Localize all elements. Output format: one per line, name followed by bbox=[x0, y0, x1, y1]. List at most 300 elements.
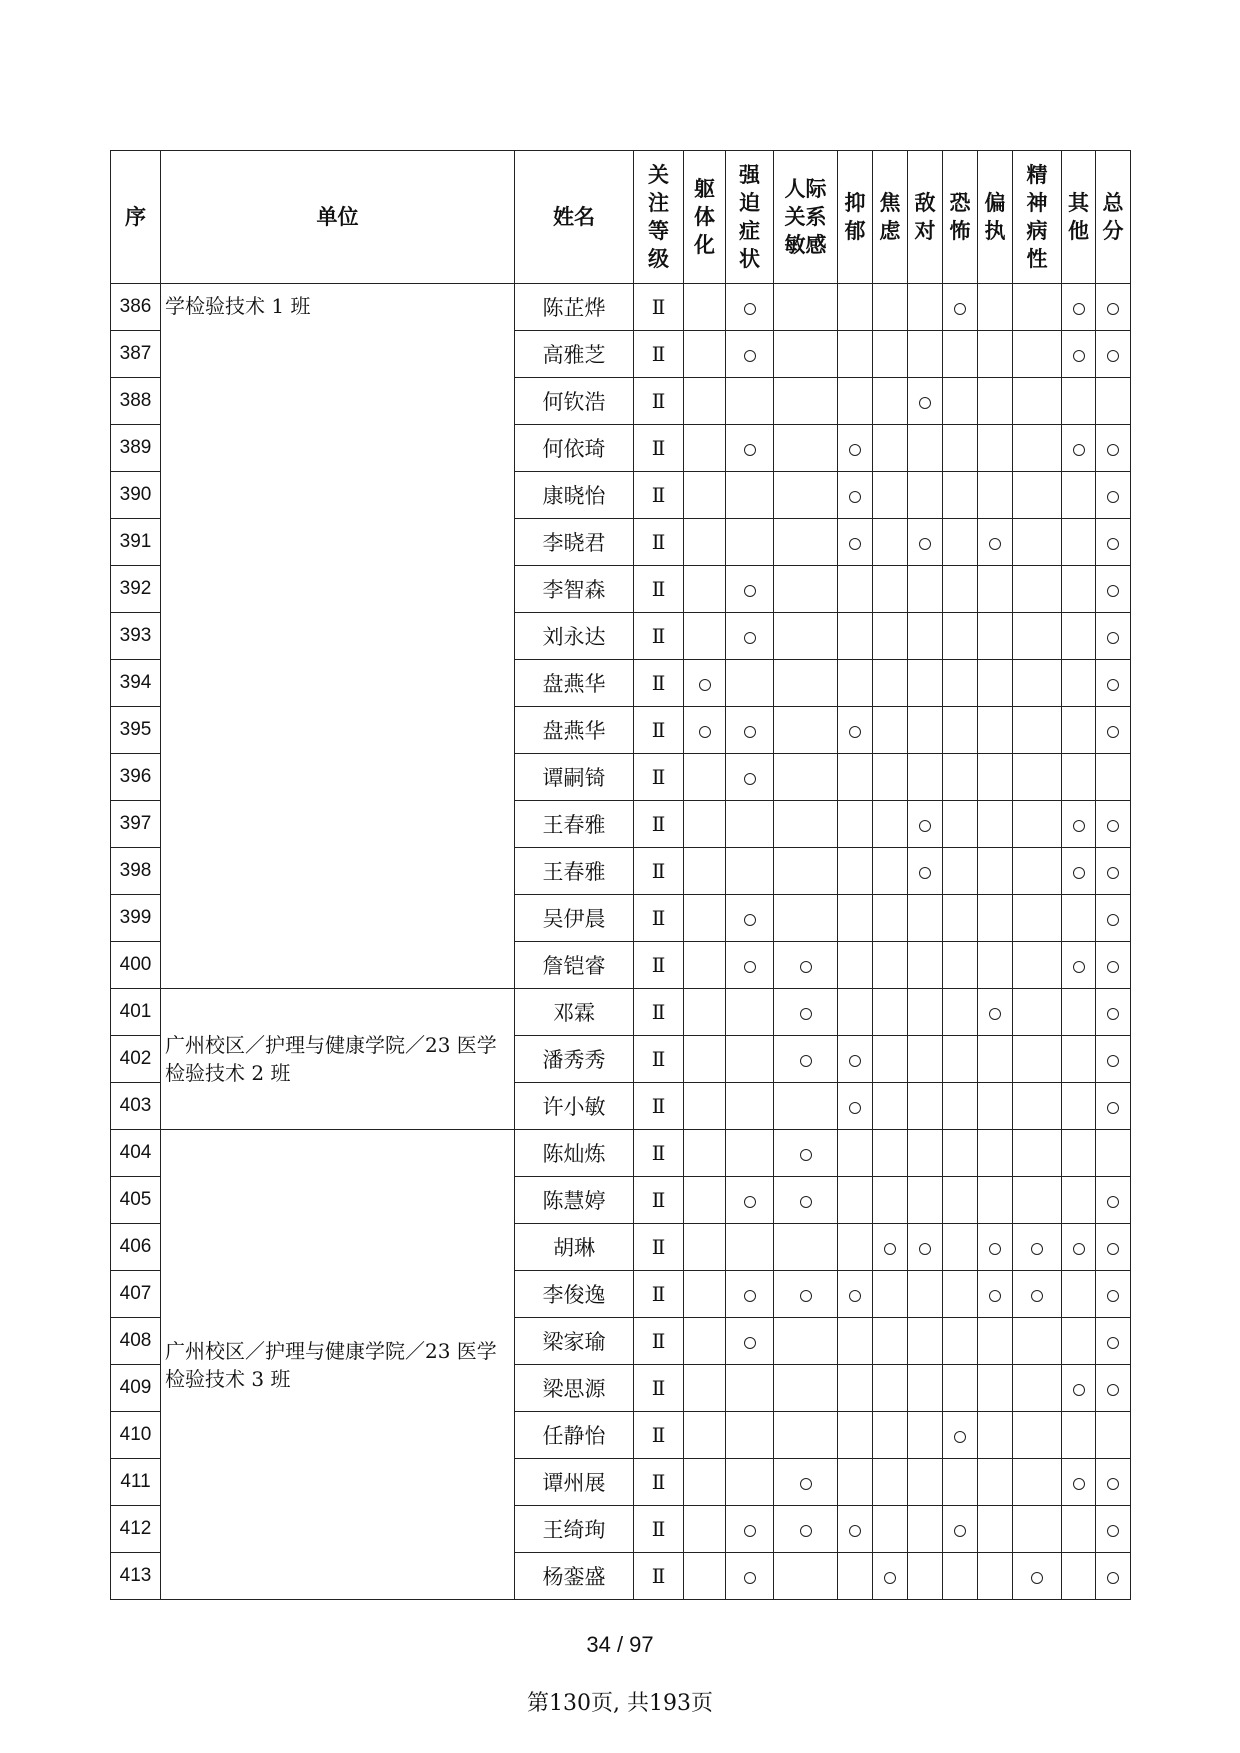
mark-cell bbox=[838, 848, 873, 895]
circle-mark-icon bbox=[1073, 1243, 1085, 1255]
mark-cell bbox=[684, 1271, 726, 1318]
mark-cell bbox=[684, 519, 726, 566]
mark-cell bbox=[943, 707, 978, 754]
circle-mark-icon bbox=[1107, 820, 1119, 832]
header-symptom-line: 关系 bbox=[784, 205, 827, 229]
circle-mark-icon bbox=[699, 679, 711, 691]
mark-cell bbox=[1062, 378, 1096, 425]
mark-cell bbox=[684, 1318, 726, 1365]
mark-cell bbox=[1013, 660, 1062, 707]
mark-cell bbox=[838, 1224, 873, 1271]
name-cell: 梁家瑜 bbox=[515, 1318, 634, 1365]
mark-cell bbox=[726, 942, 774, 989]
header-symptom-5 bbox=[873, 151, 908, 284]
mark-cell bbox=[726, 1083, 774, 1130]
seq-cell: 394 bbox=[111, 660, 161, 707]
circle-mark-icon bbox=[744, 961, 756, 973]
header-symptom-line: 他 bbox=[1068, 219, 1089, 243]
circle-mark-icon bbox=[849, 491, 861, 503]
mark-cell bbox=[943, 1036, 978, 1083]
mark-cell bbox=[943, 989, 978, 1036]
mark-cell bbox=[838, 566, 873, 613]
mark-cell bbox=[978, 425, 1013, 472]
mark-cell bbox=[838, 1412, 873, 1459]
mark-cell bbox=[908, 472, 943, 519]
mark-cell bbox=[1062, 1506, 1096, 1553]
mark-cell bbox=[726, 1271, 774, 1318]
circle-mark-icon bbox=[1107, 350, 1119, 362]
level-cell: Ⅱ bbox=[634, 1553, 684, 1600]
circle-mark-icon bbox=[849, 1055, 861, 1067]
mark-cell bbox=[943, 1083, 978, 1130]
mark-cell bbox=[978, 566, 1013, 613]
seq-cell: 403 bbox=[111, 1083, 161, 1130]
seq-cell: 411 bbox=[111, 1459, 161, 1506]
circle-mark-icon bbox=[1073, 303, 1085, 315]
mark-cell bbox=[1013, 1224, 1062, 1271]
mark-cell bbox=[908, 1318, 943, 1365]
name-cell: 何依琦 bbox=[515, 425, 634, 472]
mark-cell bbox=[726, 754, 774, 801]
mark-cell bbox=[1062, 707, 1096, 754]
mark-cell bbox=[908, 613, 943, 660]
mark-cell bbox=[774, 1083, 838, 1130]
circle-mark-icon bbox=[989, 1290, 1001, 1302]
mark-cell bbox=[908, 848, 943, 895]
mark-cell bbox=[1096, 331, 1131, 378]
mark-cell bbox=[838, 707, 873, 754]
mark-cell bbox=[1013, 754, 1062, 801]
mark-cell bbox=[908, 1412, 943, 1459]
mark-cell bbox=[1096, 284, 1131, 331]
mark-cell bbox=[684, 472, 726, 519]
mark-cell bbox=[774, 613, 838, 660]
mark-cell bbox=[726, 1459, 774, 1506]
page-number: 34 / 97 bbox=[586, 1632, 654, 1657]
mark-cell bbox=[838, 378, 873, 425]
header-symptom-line: 化 bbox=[694, 233, 715, 257]
level-cell: Ⅱ bbox=[634, 895, 684, 942]
mark-cell bbox=[774, 754, 838, 801]
mark-cell bbox=[873, 1553, 908, 1600]
mark-cell bbox=[1062, 1271, 1096, 1318]
mark-cell bbox=[774, 472, 838, 519]
circle-mark-icon bbox=[744, 303, 756, 315]
name-cell: 康晓怡 bbox=[515, 472, 634, 519]
mark-cell bbox=[978, 848, 1013, 895]
level-cell: Ⅱ bbox=[634, 1271, 684, 1318]
circle-mark-icon bbox=[1107, 1337, 1119, 1349]
circle-mark-icon bbox=[744, 1290, 756, 1302]
header-symptom-line: 注 bbox=[648, 191, 669, 215]
header-symptom-line: 躯 bbox=[694, 177, 715, 201]
header-unit: 单位 bbox=[161, 151, 515, 284]
circle-mark-icon bbox=[1107, 1102, 1119, 1114]
mark-cell bbox=[943, 284, 978, 331]
mark-cell bbox=[1062, 1130, 1096, 1177]
mark-cell bbox=[684, 1083, 726, 1130]
circle-mark-icon bbox=[884, 1243, 896, 1255]
mark-cell bbox=[1096, 707, 1131, 754]
circle-mark-icon bbox=[1107, 632, 1119, 644]
seq-cell: 387 bbox=[111, 331, 161, 378]
mark-cell bbox=[1062, 1553, 1096, 1600]
unit-cell: 学检验技术 1 班 bbox=[161, 284, 515, 989]
circle-mark-icon bbox=[800, 1008, 812, 1020]
mark-cell bbox=[1062, 1083, 1096, 1130]
mark-cell bbox=[908, 1271, 943, 1318]
level-cell: Ⅱ bbox=[634, 1130, 684, 1177]
mark-cell bbox=[684, 613, 726, 660]
mark-cell bbox=[1062, 660, 1096, 707]
mark-cell bbox=[774, 1224, 838, 1271]
mark-cell bbox=[943, 1459, 978, 1506]
circle-mark-icon bbox=[800, 1055, 812, 1067]
circle-mark-icon bbox=[849, 538, 861, 550]
name-cell: 盘燕华 bbox=[515, 660, 634, 707]
header-symptom-line: 级 bbox=[648, 247, 669, 271]
mark-cell bbox=[978, 1365, 1013, 1412]
mark-cell bbox=[726, 801, 774, 848]
mark-cell bbox=[726, 895, 774, 942]
mark-cell bbox=[726, 1224, 774, 1271]
header-symptom-line: 状 bbox=[739, 247, 760, 271]
mark-cell bbox=[1062, 1412, 1096, 1459]
circle-mark-icon bbox=[849, 1525, 861, 1537]
mark-cell bbox=[873, 801, 908, 848]
mark-cell bbox=[873, 1083, 908, 1130]
level-cell: Ⅱ bbox=[634, 1506, 684, 1553]
mark-cell bbox=[838, 1506, 873, 1553]
mark-cell bbox=[1062, 801, 1096, 848]
seq-cell: 397 bbox=[111, 801, 161, 848]
mark-cell bbox=[1013, 942, 1062, 989]
circle-mark-icon bbox=[744, 632, 756, 644]
header-symptom-7 bbox=[943, 151, 978, 284]
name-cell: 邓霖 bbox=[515, 989, 634, 1036]
name-cell: 陈灿炼 bbox=[515, 1130, 634, 1177]
header-symptom-line: 敌 bbox=[914, 191, 936, 215]
level-cell: Ⅱ bbox=[634, 425, 684, 472]
mark-cell bbox=[774, 801, 838, 848]
seq-cell: 412 bbox=[111, 1506, 161, 1553]
circle-mark-icon bbox=[1107, 679, 1119, 691]
circle-mark-icon bbox=[1073, 1478, 1085, 1490]
mark-cell bbox=[684, 1130, 726, 1177]
name-cell: 王绮珣 bbox=[515, 1506, 634, 1553]
mark-cell bbox=[873, 1459, 908, 1506]
mark-cell bbox=[774, 942, 838, 989]
mark-cell bbox=[1013, 1271, 1062, 1318]
name-cell: 梁思源 bbox=[515, 1365, 634, 1412]
mark-cell bbox=[684, 1177, 726, 1224]
circle-mark-icon bbox=[800, 1149, 812, 1161]
circle-mark-icon bbox=[954, 1431, 966, 1443]
mark-cell bbox=[1013, 1318, 1062, 1365]
mark-cell bbox=[943, 425, 978, 472]
name-cell: 詹铠睿 bbox=[515, 942, 634, 989]
mark-cell bbox=[908, 1036, 943, 1083]
mark-cell bbox=[1096, 1318, 1131, 1365]
circle-mark-icon bbox=[744, 726, 756, 738]
seq-cell: 409 bbox=[111, 1365, 161, 1412]
circle-mark-icon bbox=[849, 726, 861, 738]
seq-cell: 406 bbox=[111, 1224, 161, 1271]
seq-cell: 407 bbox=[111, 1271, 161, 1318]
mark-cell bbox=[1062, 1224, 1096, 1271]
mark-cell bbox=[873, 284, 908, 331]
name-cell: 胡琳 bbox=[515, 1224, 634, 1271]
name-cell: 许小敏 bbox=[515, 1083, 634, 1130]
mark-cell bbox=[1062, 1036, 1096, 1083]
mark-cell bbox=[1062, 895, 1096, 942]
mark-cell bbox=[1013, 425, 1062, 472]
mark-cell bbox=[908, 895, 943, 942]
circle-mark-icon bbox=[1107, 491, 1119, 503]
circle-mark-icon bbox=[744, 1337, 756, 1349]
level-cell: Ⅱ bbox=[634, 1318, 684, 1365]
mark-cell bbox=[774, 566, 838, 613]
mark-cell bbox=[1096, 425, 1131, 472]
mark-cell bbox=[978, 707, 1013, 754]
mark-cell bbox=[684, 942, 726, 989]
header-row bbox=[111, 151, 1131, 284]
mark-cell bbox=[774, 707, 838, 754]
mark-cell bbox=[774, 1553, 838, 1600]
circle-mark-icon bbox=[884, 1572, 896, 1584]
level-cell: Ⅱ bbox=[634, 801, 684, 848]
circle-mark-icon bbox=[744, 914, 756, 926]
name-cell: 谭州展 bbox=[515, 1459, 634, 1506]
mark-cell bbox=[684, 1224, 726, 1271]
mark-cell bbox=[908, 1177, 943, 1224]
circle-mark-icon bbox=[989, 1008, 1001, 1020]
unit-cell: 广州校区／护理与健康学院／23 医学检验技术 3 班 bbox=[161, 1130, 515, 1600]
mark-cell bbox=[1096, 989, 1131, 1036]
mark-cell bbox=[1096, 1224, 1131, 1271]
level-cell: Ⅱ bbox=[634, 707, 684, 754]
circle-mark-icon bbox=[919, 397, 931, 409]
mark-cell bbox=[726, 566, 774, 613]
mark-cell bbox=[774, 331, 838, 378]
name-cell: 李晓君 bbox=[515, 519, 634, 566]
mark-cell bbox=[978, 284, 1013, 331]
mark-cell bbox=[1013, 1130, 1062, 1177]
mark-cell bbox=[908, 989, 943, 1036]
name-cell: 盘燕华 bbox=[515, 707, 634, 754]
header-symptom-line: 焦 bbox=[879, 191, 901, 215]
mark-cell bbox=[873, 895, 908, 942]
seq-cell: 413 bbox=[111, 1553, 161, 1600]
mark-cell bbox=[684, 331, 726, 378]
mark-cell bbox=[873, 472, 908, 519]
seq-cell: 386 bbox=[111, 284, 161, 331]
level-cell: Ⅱ bbox=[634, 1412, 684, 1459]
header-symptom-line: 总 bbox=[1102, 191, 1124, 215]
name-cell: 吴伊晨 bbox=[515, 895, 634, 942]
mark-cell bbox=[774, 378, 838, 425]
header-symptom-line: 症 bbox=[739, 219, 760, 243]
mark-cell bbox=[838, 1083, 873, 1130]
circle-mark-icon bbox=[1073, 444, 1085, 456]
screening-table bbox=[110, 150, 1131, 1600]
mark-cell bbox=[943, 754, 978, 801]
header-symptom-line: 恐 bbox=[949, 191, 971, 215]
mark-cell bbox=[943, 1271, 978, 1318]
name-cell: 王春雅 bbox=[515, 848, 634, 895]
circle-mark-icon bbox=[800, 961, 812, 973]
mark-cell bbox=[684, 989, 726, 1036]
seq-cell: 404 bbox=[111, 1130, 161, 1177]
header-symptom-line: 病 bbox=[1026, 219, 1048, 243]
mark-cell bbox=[726, 519, 774, 566]
mark-cell bbox=[873, 989, 908, 1036]
header-symptom-line: 对 bbox=[914, 219, 936, 243]
seq-cell: 388 bbox=[111, 378, 161, 425]
mark-cell bbox=[838, 942, 873, 989]
mark-cell bbox=[908, 1130, 943, 1177]
mark-cell bbox=[1013, 566, 1062, 613]
mark-cell bbox=[1013, 331, 1062, 378]
mark-cell bbox=[873, 566, 908, 613]
mark-cell bbox=[908, 1224, 943, 1271]
mark-cell bbox=[1013, 1036, 1062, 1083]
header-symptom-line: 敏感 bbox=[784, 233, 827, 257]
mark-cell bbox=[908, 1083, 943, 1130]
mark-cell bbox=[1062, 566, 1096, 613]
mark-cell bbox=[873, 331, 908, 378]
mark-cell bbox=[726, 1506, 774, 1553]
mark-cell bbox=[908, 1553, 943, 1600]
mark-cell bbox=[978, 1412, 1013, 1459]
mark-cell bbox=[684, 1036, 726, 1083]
level-cell: Ⅱ bbox=[634, 660, 684, 707]
mark-cell bbox=[684, 660, 726, 707]
circle-mark-icon bbox=[1107, 585, 1119, 597]
name-cell: 陈芷烨 bbox=[515, 284, 634, 331]
circle-mark-icon bbox=[919, 820, 931, 832]
table-row bbox=[111, 284, 1131, 331]
mark-cell bbox=[1013, 1506, 1062, 1553]
mark-cell bbox=[1013, 1365, 1062, 1412]
mark-cell bbox=[1096, 1459, 1131, 1506]
circle-mark-icon bbox=[1107, 1384, 1119, 1396]
mark-cell bbox=[838, 519, 873, 566]
circle-mark-icon bbox=[1107, 1055, 1119, 1067]
level-cell: Ⅱ bbox=[634, 519, 684, 566]
mark-cell bbox=[908, 284, 943, 331]
name-cell: 刘永达 bbox=[515, 613, 634, 660]
circle-mark-icon bbox=[849, 1290, 861, 1302]
mark-cell bbox=[908, 425, 943, 472]
mark-cell bbox=[1062, 848, 1096, 895]
header-symptom-line: 抑 bbox=[844, 191, 866, 215]
circle-mark-icon bbox=[919, 538, 931, 550]
mark-cell bbox=[726, 848, 774, 895]
circle-mark-icon bbox=[800, 1290, 812, 1302]
mark-cell bbox=[1062, 1365, 1096, 1412]
mark-cell bbox=[774, 895, 838, 942]
circle-mark-icon bbox=[1107, 303, 1119, 315]
circle-mark-icon bbox=[1107, 867, 1119, 879]
mark-cell bbox=[684, 425, 726, 472]
mark-cell bbox=[838, 660, 873, 707]
mark-cell bbox=[873, 1365, 908, 1412]
mark-cell bbox=[978, 1083, 1013, 1130]
circle-mark-icon bbox=[849, 444, 861, 456]
mark-cell bbox=[726, 707, 774, 754]
mark-cell bbox=[908, 1506, 943, 1553]
level-cell: Ⅱ bbox=[634, 566, 684, 613]
level-cell: Ⅱ bbox=[634, 613, 684, 660]
mark-cell bbox=[726, 1553, 774, 1600]
mark-cell bbox=[684, 801, 726, 848]
mark-cell bbox=[726, 989, 774, 1036]
mark-cell bbox=[774, 284, 838, 331]
circle-mark-icon bbox=[744, 350, 756, 362]
mark-cell bbox=[1013, 284, 1062, 331]
header-symptom-line: 郁 bbox=[844, 219, 866, 243]
mark-cell bbox=[943, 613, 978, 660]
mark-cell bbox=[684, 1506, 726, 1553]
mark-cell bbox=[978, 895, 1013, 942]
mark-cell bbox=[1013, 519, 1062, 566]
mark-cell bbox=[1062, 613, 1096, 660]
name-cell: 李俊逸 bbox=[515, 1271, 634, 1318]
mark-cell bbox=[873, 519, 908, 566]
mark-cell bbox=[943, 378, 978, 425]
seq-cell: 393 bbox=[111, 613, 161, 660]
name-cell: 高雅芝 bbox=[515, 331, 634, 378]
mark-cell bbox=[908, 660, 943, 707]
seq-cell: 410 bbox=[111, 1412, 161, 1459]
seq-cell: 405 bbox=[111, 1177, 161, 1224]
mark-cell bbox=[1096, 1553, 1131, 1600]
mark-cell bbox=[1062, 331, 1096, 378]
mark-cell bbox=[943, 566, 978, 613]
circle-mark-icon bbox=[1073, 1384, 1085, 1396]
mark-cell bbox=[978, 989, 1013, 1036]
mark-cell bbox=[838, 1553, 873, 1600]
mark-cell bbox=[1096, 1083, 1131, 1130]
seq-cell: 395 bbox=[111, 707, 161, 754]
mark-cell bbox=[726, 378, 774, 425]
header-symptom-4 bbox=[838, 151, 873, 284]
header-symptom-line: 执 bbox=[984, 219, 1006, 243]
mark-cell bbox=[873, 1036, 908, 1083]
mark-cell bbox=[1096, 1036, 1131, 1083]
mark-cell bbox=[1013, 801, 1062, 848]
mark-cell bbox=[726, 1036, 774, 1083]
mark-cell bbox=[838, 425, 873, 472]
mark-cell bbox=[684, 284, 726, 331]
mark-cell bbox=[774, 1036, 838, 1083]
mark-cell bbox=[726, 660, 774, 707]
level-cell: Ⅱ bbox=[634, 848, 684, 895]
page-total: 第130页, 共193页 bbox=[527, 1691, 713, 1716]
header-symptom-9 bbox=[1013, 151, 1062, 284]
mark-cell bbox=[838, 801, 873, 848]
circle-mark-icon bbox=[1107, 1243, 1119, 1255]
circle-mark-icon bbox=[744, 444, 756, 456]
mark-cell bbox=[873, 1177, 908, 1224]
mark-cell bbox=[943, 895, 978, 942]
mark-cell bbox=[838, 1459, 873, 1506]
seq-cell: 401 bbox=[111, 989, 161, 1036]
seq-cell: 402 bbox=[111, 1036, 161, 1083]
circle-mark-icon bbox=[919, 867, 931, 879]
mark-cell bbox=[908, 942, 943, 989]
